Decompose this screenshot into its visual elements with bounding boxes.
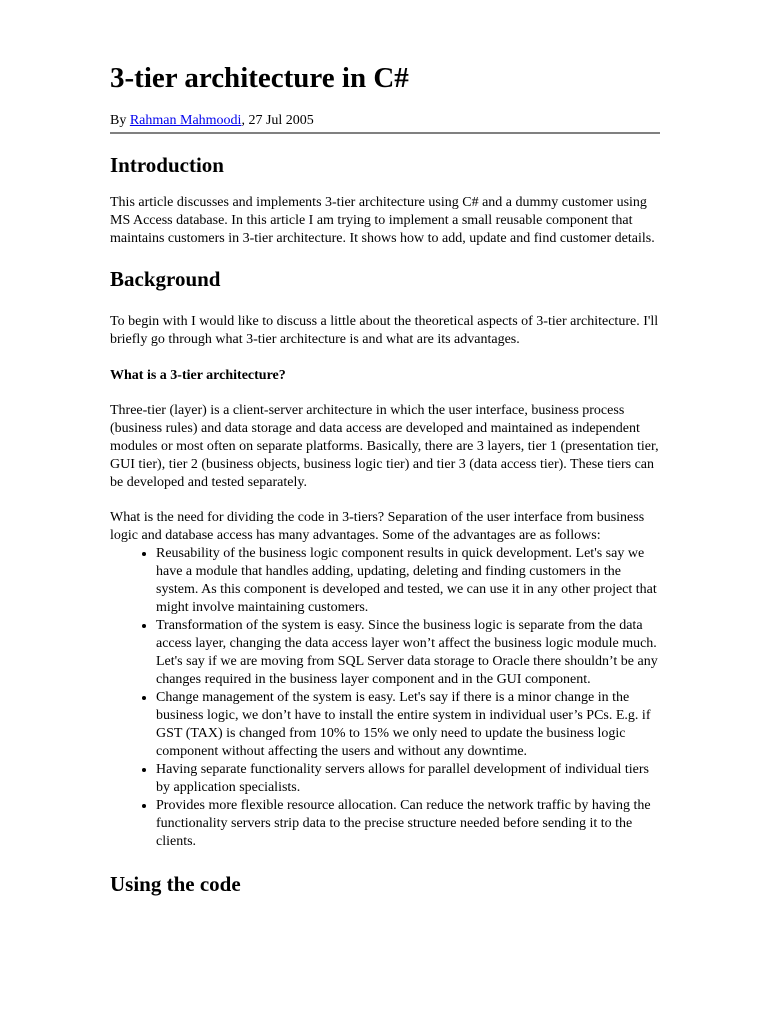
using-the-code-heading: Using the code <box>110 872 241 896</box>
introduction-heading: Introduction <box>110 153 224 177</box>
author-link[interactable]: Rahman Mahmoodi <box>129 113 242 128</box>
article-byline <box>110 112 660 134</box>
list-item: • Change management of the system is easy. Let's say if there is a minor change in the business logic, we don’t have to install the entire system in individual user’s PCs. E.g. if GST (TAX) is changed from 10% to 15% we only need to update the business logic component without affecting the users and without any downtime. <box>156 689 660 761</box>
introduction-paragraph: This article discusses and implements 3-tier architecture using C# and a dummy customer using MS Access database. In this article I am trying to implement a small reusable component that maintains customers in 3-tier architecture. It shows how to add, update and find customer details. <box>110 195 655 246</box>
advantages-list <box>110 545 660 851</box>
list-item: • Transformation of the system is easy. Since the business logic is separate from the data access layer, changing the data access layer won’t affect the business logic module much. Let's say if we are moving from SQL Server data storage to Oracle there shouldn’t be any changes required in the business layer component and in the GUI component. <box>156 617 660 689</box>
list-item: • Having separate functionality servers allows for parallel development of individual tiers by application specialists. <box>156 761 660 797</box>
list-item: • Reusability of the business logic component results in quick development. Let's say we have a module that handles adding, updating, deleting and finding customers in the system. As this component is developed and tested, we can use it in any other project that might involve maintaining customers. <box>156 545 660 617</box>
background-heading: Background <box>110 267 221 291</box>
byline-prefix: By <box>110 113 130 128</box>
byline-date: , 27 Jul 2005 <box>241 113 314 128</box>
list-item: • Provides more flexible resource allocation. Can reduce the network traffic by having the functionality servers strip data to the precise structure needed before sending it to the clients. <box>156 797 660 851</box>
article-content <box>110 60 660 897</box>
article-title: 3-tier architecture in C# <box>110 62 409 94</box>
what-is-3-tier-subheading: What is a 3-tier architecture? <box>110 368 286 383</box>
background-paragraph: To begin with I would like to discuss a little about the theoretical aspects of 3-tier architecture. I'll briefly go through what 3-tier architecture is and what are its advantages. <box>110 314 659 347</box>
three-tier-definition-paragraph: Three-tier (layer) is a client-server architecture in which the user interface, business process (business rules) and data storage and data access are developed and maintained as independent modules or most often on separate platforms. Basically, there are 3 layers, tier 1 (presentation tier, GUI tier), tier 2 (business objects, business logic tier) and tier 3 (data access tier). These tiers can be developed and tested separately. <box>110 403 659 490</box>
need-for-tiers-paragraph: What is the need for dividing the code in 3-tiers? Separation of the user interface from business logic and database access has many advantages. Some of the advantages are as follows: <box>110 510 645 543</box>
